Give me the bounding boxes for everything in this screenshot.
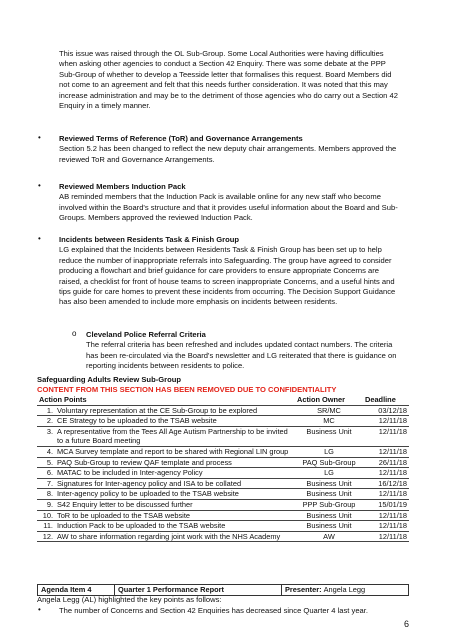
- table-row: [37, 426, 409, 446]
- bullet-heading: Reviewed Members Induction Pack: [59, 182, 186, 191]
- bullet-heading: Reviewed Terms of Reference (ToR) and Governance Arrangements: [59, 134, 303, 143]
- row-owner: Business Unit: [295, 510, 363, 521]
- row-deadline: 12/11/18: [363, 468, 409, 479]
- table-row: [37, 510, 409, 521]
- intro-paragraph: This issue was raised through the OL Sub-Group. Some Local Authorities were having difficulties when asking other agencies to conduct a Section 42 Enquiry. There was some debate at the PPP Sub-Group of whether to develop a Teesside letter that formalises this request. Board Members did not come to an agreement and felt that this needs further consideration. It was noted that this may increase administration and may be to the detriment of those agencies who do carry out a Section 42 Enquiry in a timely manner.: [59, 49, 398, 111]
- key-point-item: The number of Concerns and Section 42 Enquiries has decreased since Quarter 4 last year.: [59, 606, 368, 615]
- row-action: S42 Enquiry letter to be discussed further: [55, 499, 295, 510]
- row-number: 2.: [37, 416, 55, 427]
- row-owner: Business Unit: [295, 426, 363, 446]
- row-action: Inter-agency policy to be uploaded to the TSAB website: [55, 489, 295, 500]
- row-action: AW to share information regarding joint work with the NHS Academy: [55, 531, 295, 542]
- row-action: PAQ Sub-Group to review QAF template and process: [55, 457, 295, 468]
- key-points-intro: Angela Legg (AL) highlighted the key points as follows:: [37, 595, 222, 604]
- row-number: 4.: [37, 446, 55, 457]
- bullet-marker: •: [38, 605, 41, 614]
- row-deadline: 12/11/18: [363, 531, 409, 542]
- table-row: [37, 531, 409, 542]
- sub-bullet-marker: o: [72, 329, 77, 338]
- row-number: 1.: [37, 405, 55, 416]
- row-deadline: 12/11/18: [363, 521, 409, 532]
- row-number: 9.: [37, 499, 55, 510]
- row-number: 6.: [37, 468, 55, 479]
- row-deadline: 12/11/18: [363, 426, 409, 446]
- col-header-action-owner: Action Owner: [295, 395, 363, 405]
- bullet-body: AB reminded members that the Induction Pack is available online for any new staff who become involved within the Board's structure and that it provides useful information about the Board and Sub-Groups. Members approved the reviewed Induction Pack.: [59, 192, 398, 223]
- col-header-action-points: Action Points: [37, 395, 295, 405]
- row-number: 5.: [37, 457, 55, 468]
- row-owner: SR/MC: [295, 405, 363, 416]
- table-row: [37, 468, 409, 479]
- row-action: ToR to be uploaded to the TSAB website: [55, 510, 295, 521]
- table-row: [37, 521, 409, 532]
- table-row: [37, 457, 409, 468]
- page-number: 6: [404, 619, 410, 629]
- row-deadline: 12/11/18: [363, 489, 409, 500]
- row-action: A representative from the Tees All Age Autism Partnership to be invited to a future Board meeting: [55, 426, 295, 446]
- row-owner: Business Unit: [295, 521, 363, 532]
- row-deadline: 15/01/19: [363, 499, 409, 510]
- section-title: Safeguarding Adults Review Sub-Group: [37, 375, 182, 384]
- sub-bullet-police: [86, 330, 402, 372]
- table-row: [37, 478, 409, 489]
- row-deadline: 12/11/18: [363, 416, 409, 427]
- presenter-value: Angela Legg: [323, 585, 366, 594]
- row-action: MCA Survey template and report to be shared with Regional LIN group: [55, 446, 295, 457]
- col-header-deadline: Deadline: [363, 395, 409, 405]
- bullet-incidents: [59, 235, 399, 308]
- table-row: [37, 416, 409, 427]
- bullet-heading: Incidents between Residents Task & Finish Group: [59, 235, 240, 244]
- row-owner: Business Unit: [295, 478, 363, 489]
- row-action: Induction Pack to be uploaded to the TSAB website: [55, 521, 295, 532]
- row-number: 7.: [37, 478, 55, 489]
- row-action: Signatures for Inter-agency policy and ISA to be collated: [55, 478, 295, 489]
- confidentiality-notice: CONTENT FROM THIS SECTION HAS BEEN REMOVED DUE TO CONFIDENTIALITY: [37, 385, 337, 394]
- presenter-label: Presenter:: [285, 585, 322, 594]
- bullet-tor: [59, 134, 399, 165]
- row-owner: MC: [295, 416, 363, 427]
- row-deadline: 12/11/18: [363, 510, 409, 521]
- row-owner: PPP Sub-Group: [295, 499, 363, 510]
- row-action: Voluntary representation at the CE Sub-Group to be explored: [55, 405, 295, 416]
- row-owner: Business Unit: [295, 489, 363, 500]
- row-number: 8.: [37, 489, 55, 500]
- row-action: CE Strategy to be uploaded to the TSAB website: [55, 416, 295, 427]
- row-deadline: 26/11/18: [363, 457, 409, 468]
- bullet-marker: •: [38, 133, 41, 142]
- row-action: MATAC to be included in Inter-agency Policy: [55, 468, 295, 479]
- row-deadline: 12/11/18: [363, 446, 409, 457]
- action-points-table: [37, 395, 409, 542]
- row-number: 11.: [37, 521, 55, 532]
- bullet-induction-pack: [59, 182, 399, 224]
- row-owner: LG: [295, 446, 363, 457]
- table-row: [37, 489, 409, 500]
- row-deadline: 03/12/18: [363, 405, 409, 416]
- sub-bullet-heading: Cleveland Police Referral Criteria: [86, 330, 206, 339]
- row-owner: PAQ Sub-Group: [295, 457, 363, 468]
- bullet-marker: •: [38, 181, 41, 190]
- agenda-presenter: [282, 585, 409, 596]
- table-row: [37, 499, 409, 510]
- bullet-body: LG explained that the Incidents between Residents Task & Finish Group has been set up to help reduce the number of inappropriate referrals into Safeguarding. The group have agreed to consider producing a flowchart and brief guidance for care providers to ensure appropriate Concerns are raised, a checklist for front of house teams to screen inappropriate Concerns, and a useful hints and tips guide for care homes to prevent these incidents from occurring. The Decision Support Guidance has also been amended to include more emphasis on incidents between residents.: [59, 245, 396, 307]
- table-row: [37, 446, 409, 457]
- bullet-marker: •: [38, 234, 41, 243]
- sub-bullet-body: The referral criteria has been refreshed and includes updated contact numbers. The criteria has been re-circulated via the Board's newsletter and LG reiterated that there is guidance on reporting incidents between residents to police.: [86, 340, 397, 371]
- row-owner: AW: [295, 531, 363, 542]
- row-number: 3.: [37, 426, 55, 446]
- agenda-item-label: Agenda Item 4: [38, 585, 115, 596]
- bullet-body: Section 5.2 has been changed to reflect the new deputy chair arrangements. Members approved the reviewed ToR and Governance Arrangements.: [59, 144, 397, 164]
- agenda-item-title: Quarter 1 Performance Report: [115, 585, 282, 596]
- table-row: [37, 405, 409, 416]
- row-deadline: 16/12/18: [363, 478, 409, 489]
- row-number: 10.: [37, 510, 55, 521]
- row-number: 12.: [37, 531, 55, 542]
- row-owner: LG: [295, 468, 363, 479]
